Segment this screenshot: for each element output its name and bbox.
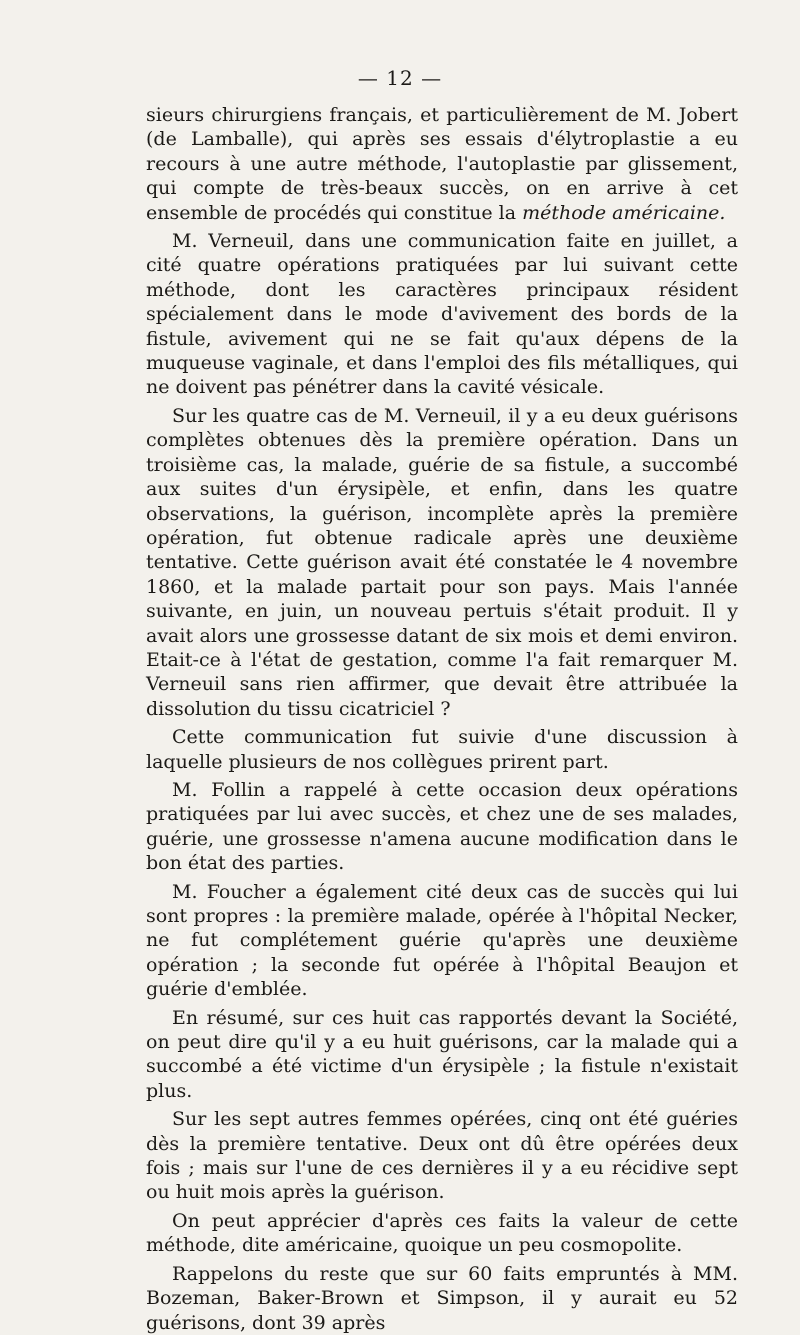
page-number: — 12 —: [357, 66, 443, 90]
paragraph-8: Sur les sept autres femmes opérées, cinq ont été guéries dès la première tentative. Deux ont dû être opérées deux fois ; mais sur l'une de ces dernières il y a eu récidive sept ou huit mois après la guérison.: [146, 1108, 738, 1204]
paragraph-9: On peut apprécier d'après ces faits la valeur de cette méthode, dite américaine, quoique un peu cosmopolite.: [146, 1209, 738, 1257]
paragraph-1-text: sieurs chirurgiens français, et particulièrement de M. Jobert (de Lamballe), qui après ses essais d'élytroplastie a eu recours à une autre méthode, l'autoplastie par glissement, qui compte de très-beaux succès, on en arrive à cet ensemble de procédés qui constitue la: [146, 104, 738, 224]
paragraph-3: Sur les quatre cas de M. Verneuil, il y a eu deux guérisons complètes obtenues dès la première opération. Dans un troisième cas, la malade, guérie de sa fistule, a succombé aux suites d'un érysipèle, et enfin, dans les quatre observations, la guérison, incomplète après la première opération, fut obtenue radicale après une deuxième tentative. Cette guérison avait été constatée le 4 novembre 1860, et la malade partait pour son pays. Mais l'année suivante, en juin, un nouveau pertuis s'était produit. Il y avait alors une grossesse datant de six mois et demi environ. Etait-ce à l'état de gestation, comme l'a fait remarquer M. Verneuil sans rien affirmer, que devait être attribuée la dissolution du tissu cicatriciel ?: [146, 404, 738, 720]
body-text: [146, 103, 738, 1335]
paragraph-10: Rappelons du reste que sur 60 faits empruntés à MM. Bozeman, Baker-Brown et Simpson, il y aurait eu 52 guérisons, dont 39 après: [146, 1262, 738, 1334]
italic-term: méthode américaine.: [522, 201, 726, 224]
paragraph-1: [146, 103, 738, 225]
paragraph-6: M. Foucher a également cité deux cas de succès qui lui sont propres : la première malade, opérée à l'hôpital Necker, ne fut complétement guérie qu'après une deuxième opération ; la seconde fut opérée à l'hôpital Beaujon et guérie d'emblée.: [146, 880, 738, 1001]
paragraph-7: En résumé, sur ces huit cas rapportés devant la Société, on peut dire qu'il y a eu huit guérisons, car la malade qui a succombé a été victime d'un érysipèle ; la fistule n'existait plus.: [146, 1006, 738, 1102]
paragraph-2: M. Verneuil, dans une communication faite en juillet, a cité quatre opérations pratiquées par lui suivant cette méthode, dont les caractères principaux résident spécialement dans le mode d'avivement des bords de la fistule, avivement qui ne se fait qu'aux dépens de la muqueuse vaginale, et dans l'emploi des fils métalliques, qui ne doivent pas pénétrer dans la cavité vésicale.: [146, 230, 738, 399]
paragraph-5: M. Follin a rappelé à cette occasion deux opérations pratiquées par lui avec succès, et chez une de ses malades, guérie, une grossesse n'amena aucune modification dans le bon état des parties.: [146, 778, 738, 875]
paragraph-4: Cette communication fut suivie d'une discussion à laquelle plusieurs de nos collègues prirent part.: [146, 726, 738, 773]
